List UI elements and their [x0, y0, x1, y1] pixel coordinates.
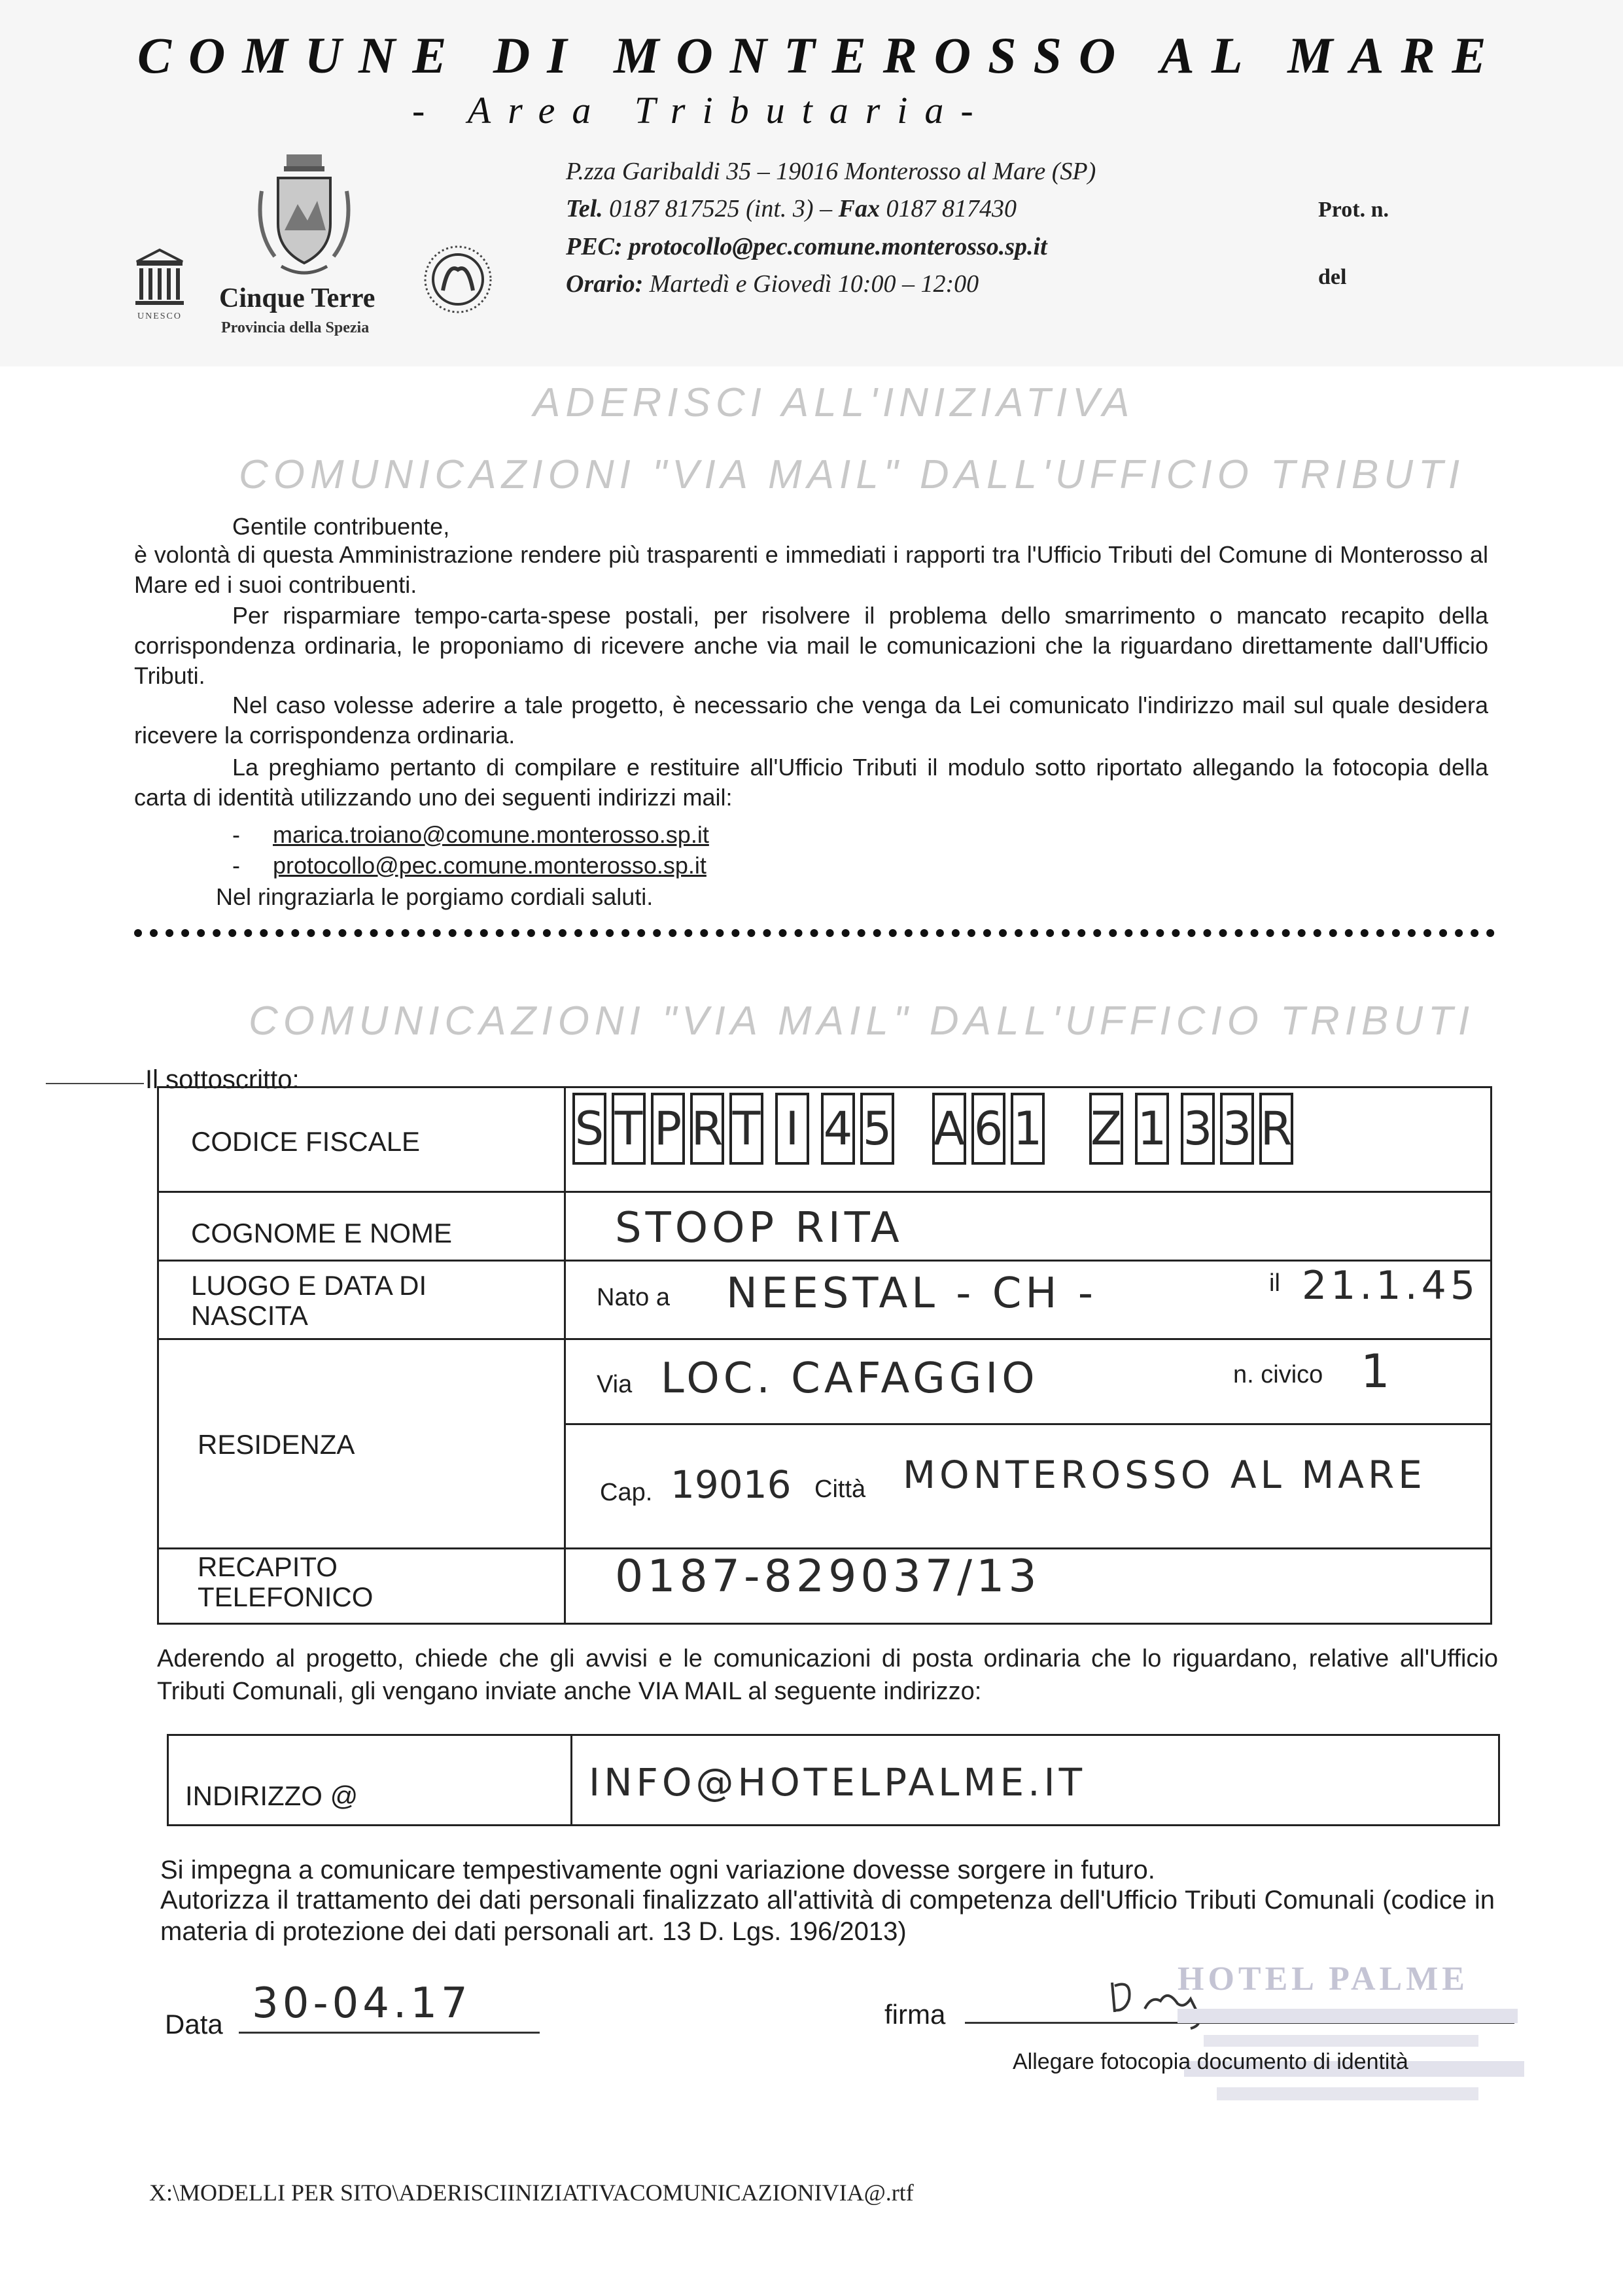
orario-value: Martedì e Giovedì 10:00 – 12:00 — [649, 270, 979, 298]
form-heading: COMUNICAZIONI "VIA MAIL" DALL'UFFICIO TRIBUTI — [249, 998, 1475, 1044]
park-logo-icon — [422, 243, 494, 315]
hotel-stamp: HOTEL PALME — [1178, 1960, 1469, 1998]
orario-label: Orario: — [566, 270, 644, 298]
cognome-nome-label: COGNOME E NOME — [191, 1218, 453, 1248]
indirizzo-label: INDIRIZZO @ — [185, 1780, 358, 1811]
coat-of-arms-icon — [249, 152, 360, 283]
intro-rule — [46, 1083, 144, 1084]
il-label: il — [1269, 1269, 1280, 1297]
aderendo-paragraph: Aderendo al progetto, chiede che gli avvisi e le comunicazioni di posta ordinaria che lo riguardano, relative all'Ufficio Tributi Comunali, gli vengano inviate anche VIA MAIL al seguente indirizzo: — [157, 1645, 1498, 1705]
autorizza-text: Autorizza il trattamento dei dati personali finalizzato all'attività di competenza dell'Ufficio Tributi Comunali (codice in materia di protezione dei dati personali art. 13 D. Lgs. 196/2013) — [160, 1886, 1495, 1946]
bullet-dash: - — [232, 821, 273, 848]
recapito-value[interactable]: 0187-829037/13 — [615, 1551, 1041, 1602]
residenza-label: RESIDENZA — [198, 1429, 355, 1460]
fax-label: Fax — [838, 195, 880, 222]
email-link-2[interactable]: protocollo@pec.comune.monterosso.sp.it — [273, 852, 707, 879]
address-line: P.zza Garibaldi 35 – 19016 Monterosso al Mare (SP) — [566, 158, 1096, 185]
unesco-text: UNESCO — [137, 311, 183, 321]
letter-paragraph-1: è volontà di questa Amministrazione rendere più trasparenti e immediati i rapporti tra l'Ufficio Tributi del Comune di Monterosso al Mare ed i suoi contribuenti. — [134, 541, 1488, 598]
fax-value: 0187 817430 — [886, 195, 1017, 222]
citta-value[interactable]: MONTEROSSO AL MARE — [903, 1453, 1426, 1497]
allegare-note: Allegare fotocopia documento di identità — [1013, 2049, 1408, 2074]
nato-a-label: Nato a — [597, 1284, 670, 1311]
cf-char-cell[interactable]: T — [612, 1093, 646, 1165]
prot-label: Prot. n. — [1318, 198, 1389, 222]
email-link-1[interactable]: marica.troiano@comune.monterosso.sp.it — [273, 821, 709, 848]
phone-fax-line — [566, 194, 1017, 223]
cf-char-cell[interactable]: R — [1259, 1093, 1293, 1165]
closing-line: Nel ringraziarla le porgiamo cordiali saluti. — [216, 883, 654, 910]
indirizzo-value[interactable]: INFO@HOTELPALME.IT — [589, 1760, 1087, 1805]
form-intro: Il sottoscritto: — [145, 1065, 300, 1094]
impegno-text: Si impegna a comunicare tempestivamente ogni variazione dovesse sorgere in futuro. — [160, 1856, 1155, 1884]
cut-line-divider — [134, 929, 1495, 937]
cf-char-cell[interactable]: 6 — [971, 1093, 1005, 1165]
tel-label: Tel. — [566, 195, 603, 222]
file-path-footer: X:\MODELLI PER SITO\ADERISCIINIZIATIVACOMUNICAZIONIVIA@.rtf — [149, 2180, 914, 2206]
recapito-label: RECAPITO TELEFONICO — [198, 1551, 374, 1612]
del-label: del — [1318, 265, 1347, 289]
civico-value[interactable]: 1 — [1361, 1345, 1394, 1398]
letter-paragraph-4: La preghiamo pertanto di compilare e restituire all'Ufficio Tributi il modulo sotto riportato allegando la fotocopia della carta di identità utilizzando uno dei seguenti indirizzi mail: — [134, 754, 1488, 811]
cf-char-cell[interactable]: A — [932, 1093, 966, 1165]
cf-char-cell[interactable]: I — [775, 1093, 809, 1165]
greeting: Gentile contribuente, — [232, 513, 450, 540]
cf-char-cell[interactable]: T — [729, 1093, 763, 1165]
cognome-nome-value[interactable]: STOOP RITA — [615, 1204, 903, 1252]
row-divider — [157, 1191, 1490, 1193]
codice-fiscale-cells — [566, 1086, 1488, 1191]
data-value[interactable]: 30-04.17 — [252, 1979, 472, 2028]
email-item-2 — [232, 852, 707, 879]
department-subtitle: - Area Tributaria- — [412, 89, 990, 132]
cf-char-cell[interactable]: S — [572, 1093, 606, 1165]
heading-comunicazioni: COMUNICAZIONI "VIA MAIL" DALL'UFFICIO TRIBUTI — [239, 452, 1465, 497]
row-divider — [157, 1547, 1490, 1549]
tel-value: 0187 817525 (int. 3) – — [609, 195, 833, 222]
pec-line: PEC: protocollo@pec.comune.monterosso.sp.it — [566, 233, 1047, 260]
firma-label: firma — [884, 1999, 946, 2030]
coat-of-arms — [249, 152, 360, 283]
nascita-label: LUOGO E DATA DI NASCITA — [191, 1270, 427, 1331]
email-item-1 — [232, 821, 709, 849]
cf-char-cell[interactable]: 1 — [1135, 1093, 1169, 1165]
cap-value[interactable]: 19016 — [671, 1462, 792, 1507]
province-label: Provincia della Spezia — [221, 319, 370, 336]
orario-line — [566, 270, 979, 298]
cf-char-cell[interactable]: 5 — [860, 1093, 894, 1165]
cf-char-cell[interactable]: 1 — [1011, 1093, 1045, 1165]
cf-char-cell[interactable]: 3 — [1181, 1093, 1215, 1165]
email-column-divider — [570, 1734, 572, 1824]
data-underline — [239, 2032, 540, 2034]
letter-paragraph-3: Nel caso volesse aderire a tale progetto, è necessario che venga da Lei comunicato l'indirizzo mail sul quale desidera ricevere la corrispondenza ordinaria. — [134, 692, 1488, 749]
row-divider — [564, 1423, 1490, 1425]
unesco-temple-icon — [134, 247, 185, 308]
citta-label: Città — [814, 1475, 866, 1503]
cf-char-cell[interactable]: Z — [1089, 1093, 1123, 1165]
codice-fiscale-label: CODICE FISCALE — [191, 1126, 421, 1157]
cf-char-cell[interactable]: 4 — [821, 1093, 855, 1165]
cap-label: Cap. — [600, 1479, 653, 1506]
il-value[interactable]: 21.1.45 — [1302, 1263, 1480, 1309]
row-divider — [157, 1338, 1490, 1340]
civico-label: n. civico — [1233, 1361, 1323, 1388]
row-divider — [157, 1260, 1490, 1262]
heading-aderisci: ADERISCI ALL'INIZIATIVA — [533, 380, 1135, 425]
nato-a-value[interactable]: NEESTAL - CH - — [726, 1269, 1097, 1318]
data-label: Data — [165, 2009, 223, 2040]
cf-char-cell[interactable]: R — [690, 1093, 724, 1165]
via-label: Via — [597, 1371, 633, 1398]
cinque-terre-brand: Cinque Terre — [219, 283, 375, 313]
cf-char-cell[interactable]: 3 — [1220, 1093, 1254, 1165]
unesco-logo — [134, 247, 185, 308]
national-park-logo — [422, 243, 494, 315]
municipality-title: COMUNE DI MONTEROSSO AL MARE — [137, 27, 1503, 84]
bullet-dash: - — [232, 852, 273, 879]
via-value[interactable]: LOC. CAFAGGIO — [661, 1354, 1039, 1403]
cf-char-cell[interactable]: P — [651, 1093, 685, 1165]
letter-paragraph-2: Per risparmiare tempo-carta-spese postali, per risolvere il problema dello smarrimento o mancato recapito della corrispondenza ordinaria, le proponiamo di ricevere anche via mail le comunicazioni che la riguardano direttamente dall'Ufficio Tributi. — [134, 602, 1488, 689]
